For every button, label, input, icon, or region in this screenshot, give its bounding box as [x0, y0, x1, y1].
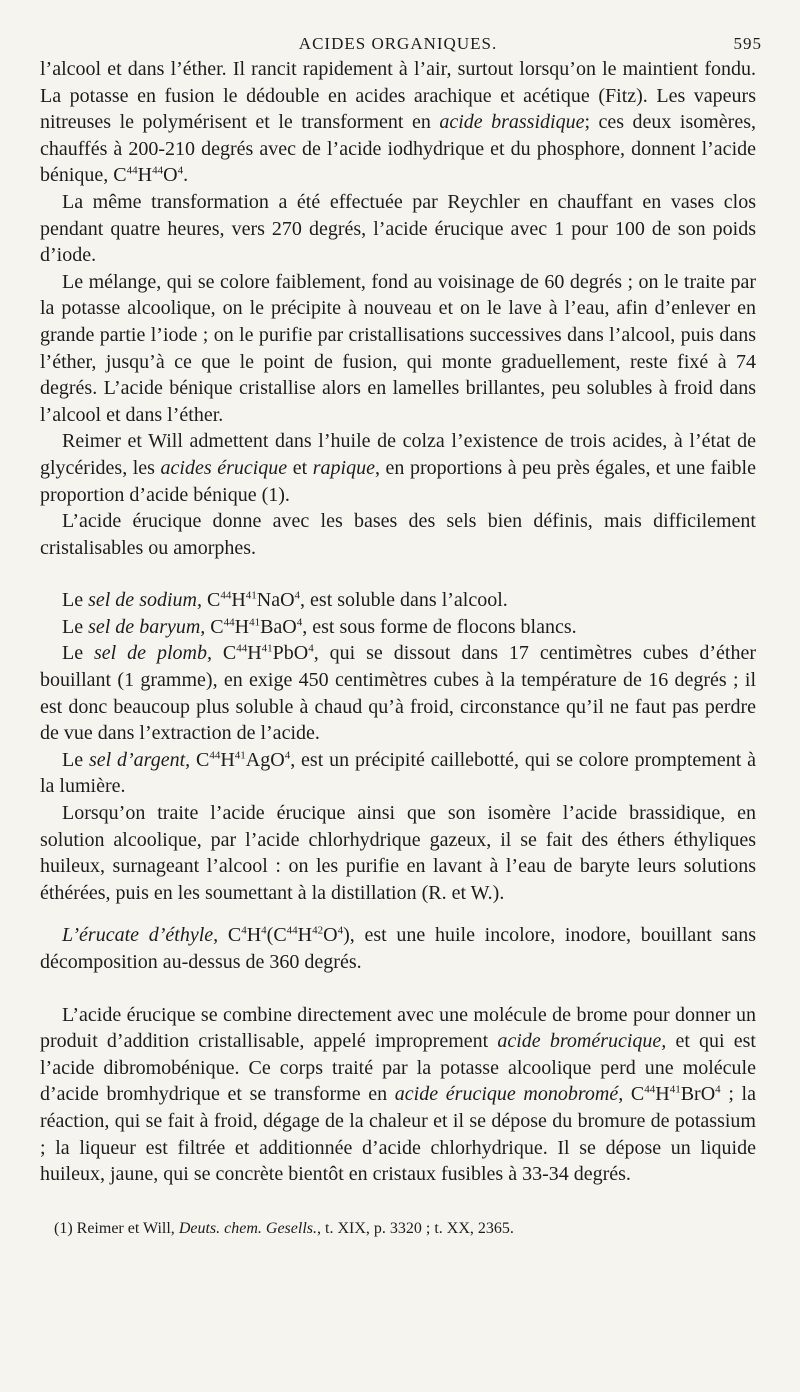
footnote: (1) Reimer et Will, Deuts. chem. Gesells., t. XIX, p. 3320 ; t. XX, 2365.	[54, 1219, 514, 1237]
paragraph-12: L’acide érucique se combine directement avec une molécule de brome pour donner un produit d’addition cristallisable, appelé improprement acide bromérucique, et qui est l’acide dibromobénique. Ce corps traité par la potasse alcoolique perd une molécule d’acide bromhydrique et se transforme en acide érucique monobromé, $C^{44}H^{41}BrO^4$ ; la réaction, qui se fait à froid, dégage de la chaleur et il se dépose du bromure de potassium ; la liqueur est filtrée et additionnée d’acide chlorhydrique. Il se dépose un liquide huileux, jaune, qui se concrète bientôt en cristaux fusibles à 33-34 degrés.	[40, 1003, 756, 1186]
paragraph-3: Le mélange, qui se colore faiblement, fond au voisinage de 60 degrés ; on le traite par la potasse alcoolique, on le précipite à nouveau et on le lave à l’eau, afin d’enlever en grande partie l’iode ; on le purifie par cristallisations successives dans l’alcool, puis dans l’éther, jusqu’à ce que le point de fusion, qui monte graduellement, reste fixé à 74 degrés. L’acide bénique cristallise alors en lamelles brillantes, peu solubles à froid dans l’alcool et dans l’éther.	[40, 270, 756, 426]
paragraph-lead-salt: Le sel de plomb, $C^{44}H^{41}PbO^4$, qui se dissout dans 17 centimètres cubes d’éther bouillant (1 gramme), en exige 450 centimètres cubes à la température de 16 degrés ; il est donc beaucoup plus soluble à chaud qu’à froid, circonstance qu’il ne faut pas perdre de vue dans l’extraction de l’acide.	[40, 642, 757, 745]
paragraph-10: Lorsqu’on traite l’acide érucique ainsi que son isomère l’acide brassidique, en solution alcoolique, par l’acide chlorhydrique gazeux, il se fait des éthers éthyliques huileux, surnageant l’alcool : on les purifie en lavant à l’eau de baryte leurs solutions éthérées, puis en les soumettant à la distillation (R. et W.).	[40, 802, 756, 904]
paragraph-2: La même transformation a été effectuée par Reychler en chauffant en vases clos pendant quatre heures, vers 270 degrés, l’acide érucique avec 1 pour 100 de son poids d’iode.	[40, 190, 756, 267]
running-header	[40, 28, 762, 54]
page-number: 595	[733, 34, 762, 53]
page-body	[40, 56, 756, 1188]
paragraph-sodium-salt: Le sel de sodium, $C^{44}H^{41}NaO^4$, est soluble dans l’alcool.	[62, 589, 508, 612]
paragraph-1: l’alcool et dans l’éther. Il rancit rapidement à l’air, surtout lorsqu’on le maintient fondu. La potasse en fusion le dédouble en acides arachique et acétique (Fitz). Les vapeurs nitreuses le polymérisent et le transforment en acide brassidique; ces deux isomères, chauffés à 200-210 degrés avec de l’acide iodhydrique et du phosphore, donnent l’acide bénique, $C^{44}H^{44}O^4$.	[40, 58, 756, 187]
paragraph-barium-salt: Le sel de baryum, $C^{44}H^{41}BaO^4$, est sous forme de flocons blancs.	[62, 615, 577, 638]
paragraph-ethyl-erucate: L’érucate d’éthyle, $C^4H^4(C^{44}H^{42}O^4)$, est une huile incolore, inodore, bouillant sans décomposition au-dessus de 360 degrés.	[40, 924, 756, 973]
paragraph-5: L’acide érucique donne avec les bases des sels bien définis, mais difficilement cristalisables ou amorphes.	[40, 510, 756, 559]
running-title: ACIDES ORGANIQUES.	[298, 34, 498, 53]
paragraph-4: Reimer et Will admettent dans l’huile de colza l’existence de trois acides, à l’état de glycérides, les acides érucique et rapique, en proportions à peu près égales, et une faible proportion d’acide bénique (1).	[40, 430, 756, 506]
paragraph-silver-salt: Le sel d’argent, $C^{44}H^{41}AgO^4$, est un précipité caillebotté, qui se colore promptement à la lumière.	[40, 748, 756, 798]
